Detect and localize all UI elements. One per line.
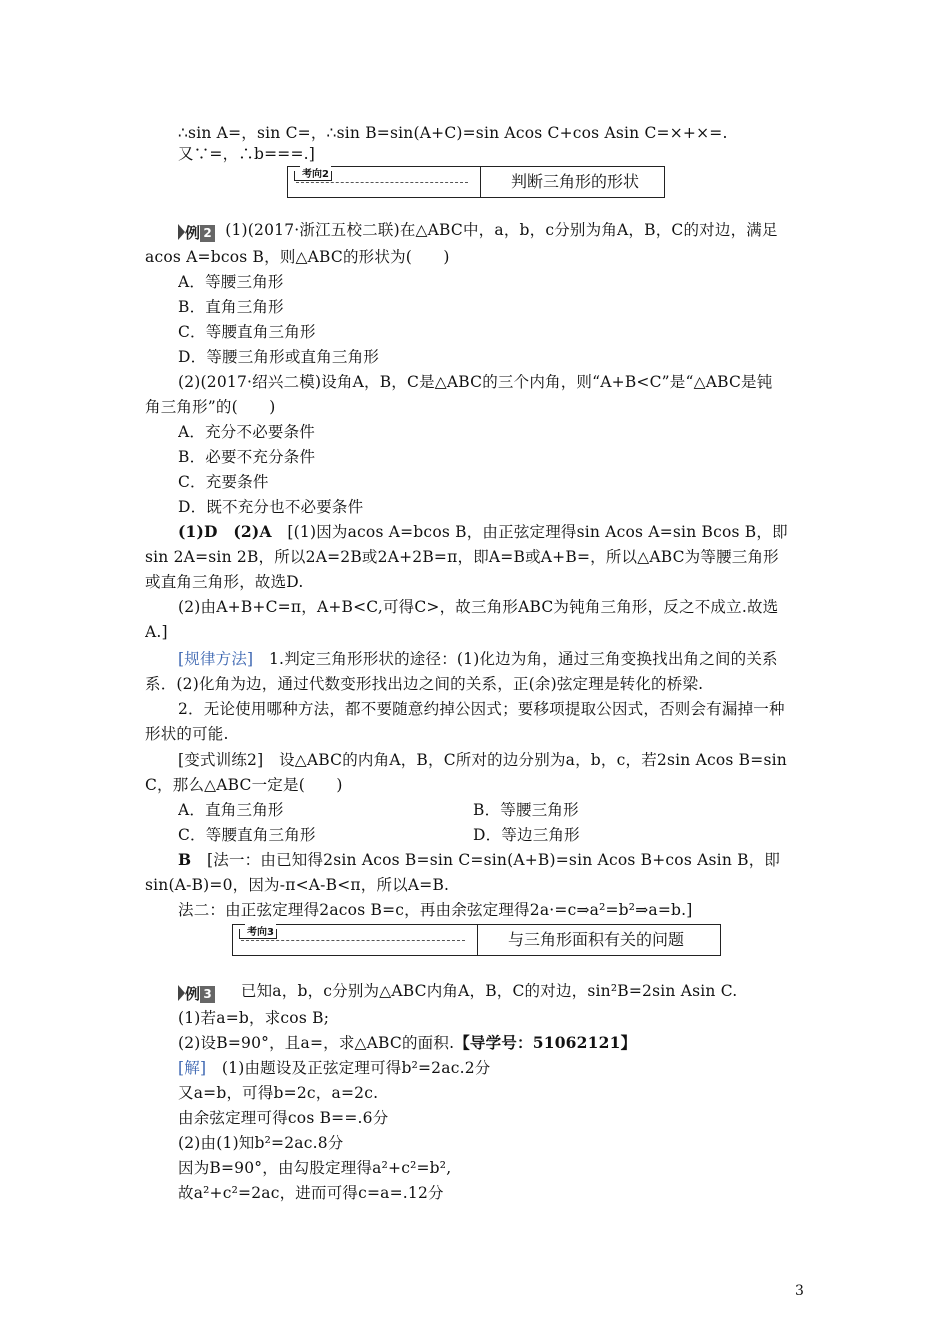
text-line: 法二：由正弦定理得2acos B=c，再由余弦定理得2a·=c⇒a²=b²⇒a=b.] [178,901,693,919]
text-line: acos A=bcos B，则△ABC的形状为( ) [145,248,450,266]
text-line: 2．无论使用哪种方法，都不要随意约掉公因式；要移项提取公因式，否则会有漏掉一种 [178,700,785,718]
example-2-badge: 例 2 [178,222,215,244]
option-line: A．等腰三角形 [178,273,284,291]
text-line: 由余弦定理可得cos B==.6分 [178,1109,389,1127]
text-line: (1)若a=b，求cos B; [178,1009,330,1027]
section-tag-label: 考向2 [300,165,331,180]
arrow-icon [178,224,185,240]
text-line: (2)设B=90°，且a=，求△ABC的面积.【导学号：51062121】 [178,1033,637,1052]
answer-key: (1)D (2)A [178,522,272,541]
solution-line: [解] (1)由题设及正弦定理可得b²=2ac.2分 [178,1059,491,1077]
option-line: D．等腰三角形或直角三角形 [178,348,380,366]
text-line: 因为B=90°，由勾股定理得a²+c²=b², [178,1159,452,1177]
solution-label: [解] [178,1059,207,1077]
option-line: B．必要不充分条件 [178,448,316,466]
text-line: (2)由(1)知b²=2ac.8分 [178,1134,344,1152]
section-tag [233,925,478,955]
option-line: A．充分不必要条件 [178,423,315,441]
text-line: (2)由A+B+C=π，A+B<C,可得C>，故三角形ABC为钝角三角形，反之不成立.故选 [178,598,779,616]
section-tag-label: 考向3 [245,923,276,938]
example-2-intro: 例 2 (1)(2017·浙江五校二联)在△ABC中，a，b，c分别为角A，B，C的对边，满足 [178,219,805,244]
option-row: C．等腰直角三角形 D．等边三角形 [178,826,580,844]
text-line: (2)(2017·绍兴二模)设角A，B，C是△ABC的三个内角，则“A+B<C”是“△ABC是钝 [178,373,773,391]
option-row: A．直角三角形 B．等腰三角形 [178,801,579,819]
option-line: C．等腰直角三角形 [178,323,316,341]
example-3-intro: 例 3 已知a，b，c分别为△ABC内角A，B，C的对边，sin²B=2sin Asin C. [178,980,805,1005]
option-line: B．直角三角形 [178,298,284,316]
text-line: 又∵=，∴b===.] [178,145,316,163]
text-line: 形状的可能. [145,725,229,743]
answer-line: B [法一：由已知得2sin Acos B=sin C=sin(A+B)=sin Acos B+cos Asin B，即 [178,850,781,869]
answer-line: (1)D (2)A [(1)因为acos A=bcos B，由正弦定理得sin Acos A=sin Bcos B，即 [178,522,788,541]
text-line: 又a=b，可得b=2c，a=2c. [178,1084,379,1102]
page-number: 3 [795,1283,804,1299]
arrow-icon [178,985,185,1001]
section-title: 与三角形面积有关的问题 [508,930,685,949]
section-tag [288,167,481,197]
option-line: C．充要条件 [178,473,269,491]
rule-label: [规律方法] [178,650,254,668]
text-line: ∴sin A=，sin C=，∴sin B=sin(A+C)=sin Acos C+cos Asin C=×+×=. [178,124,728,142]
variant-line: [变式训练2] 设△ABC的内角A，B，C所对的边分别为a，b，c，若2sin Acos B=sin [178,751,787,769]
text-line: sin 2A=sin 2B，所以2A=2B或2A+2B=π，即A=B或A+B=，所以△ABC为等腰三角形 [145,548,779,566]
example-3-badge: 例 3 [178,983,215,1005]
option-line: D．既不充分也不必要条件 [178,498,364,516]
text-line: 系．(2)化角为边，通过代数变形找出边之间的关系，正(余)弦定理是转化的桥梁. [145,675,704,693]
answer-key: B [178,850,192,869]
variant-label: [变式训练2] [178,751,264,769]
rule-line: [规律方法] 1.判定三角形形状的途径：(1)化边为角，通过三角变换找出角之间的关系 [178,650,778,668]
section-header-2 [287,166,665,198]
text-line: C，那么△ABC一定是( ) [145,776,343,794]
text-line: 或直角三角形，故选D. [145,573,304,591]
text-line: 故a²+c²=2ac，进而可得c=a=.12分 [178,1184,444,1202]
text-line: A.] [145,623,168,641]
section-title: 判断三角形的形状 [511,172,640,191]
text-line: 角三角形”的( ) [145,398,276,416]
section-header-3 [232,924,721,956]
guide-number: 【导学号：51062121】 [454,1033,637,1052]
text-line: sin(A-B)=0，因为-π<A-B<π，所以A=B. [145,876,450,894]
